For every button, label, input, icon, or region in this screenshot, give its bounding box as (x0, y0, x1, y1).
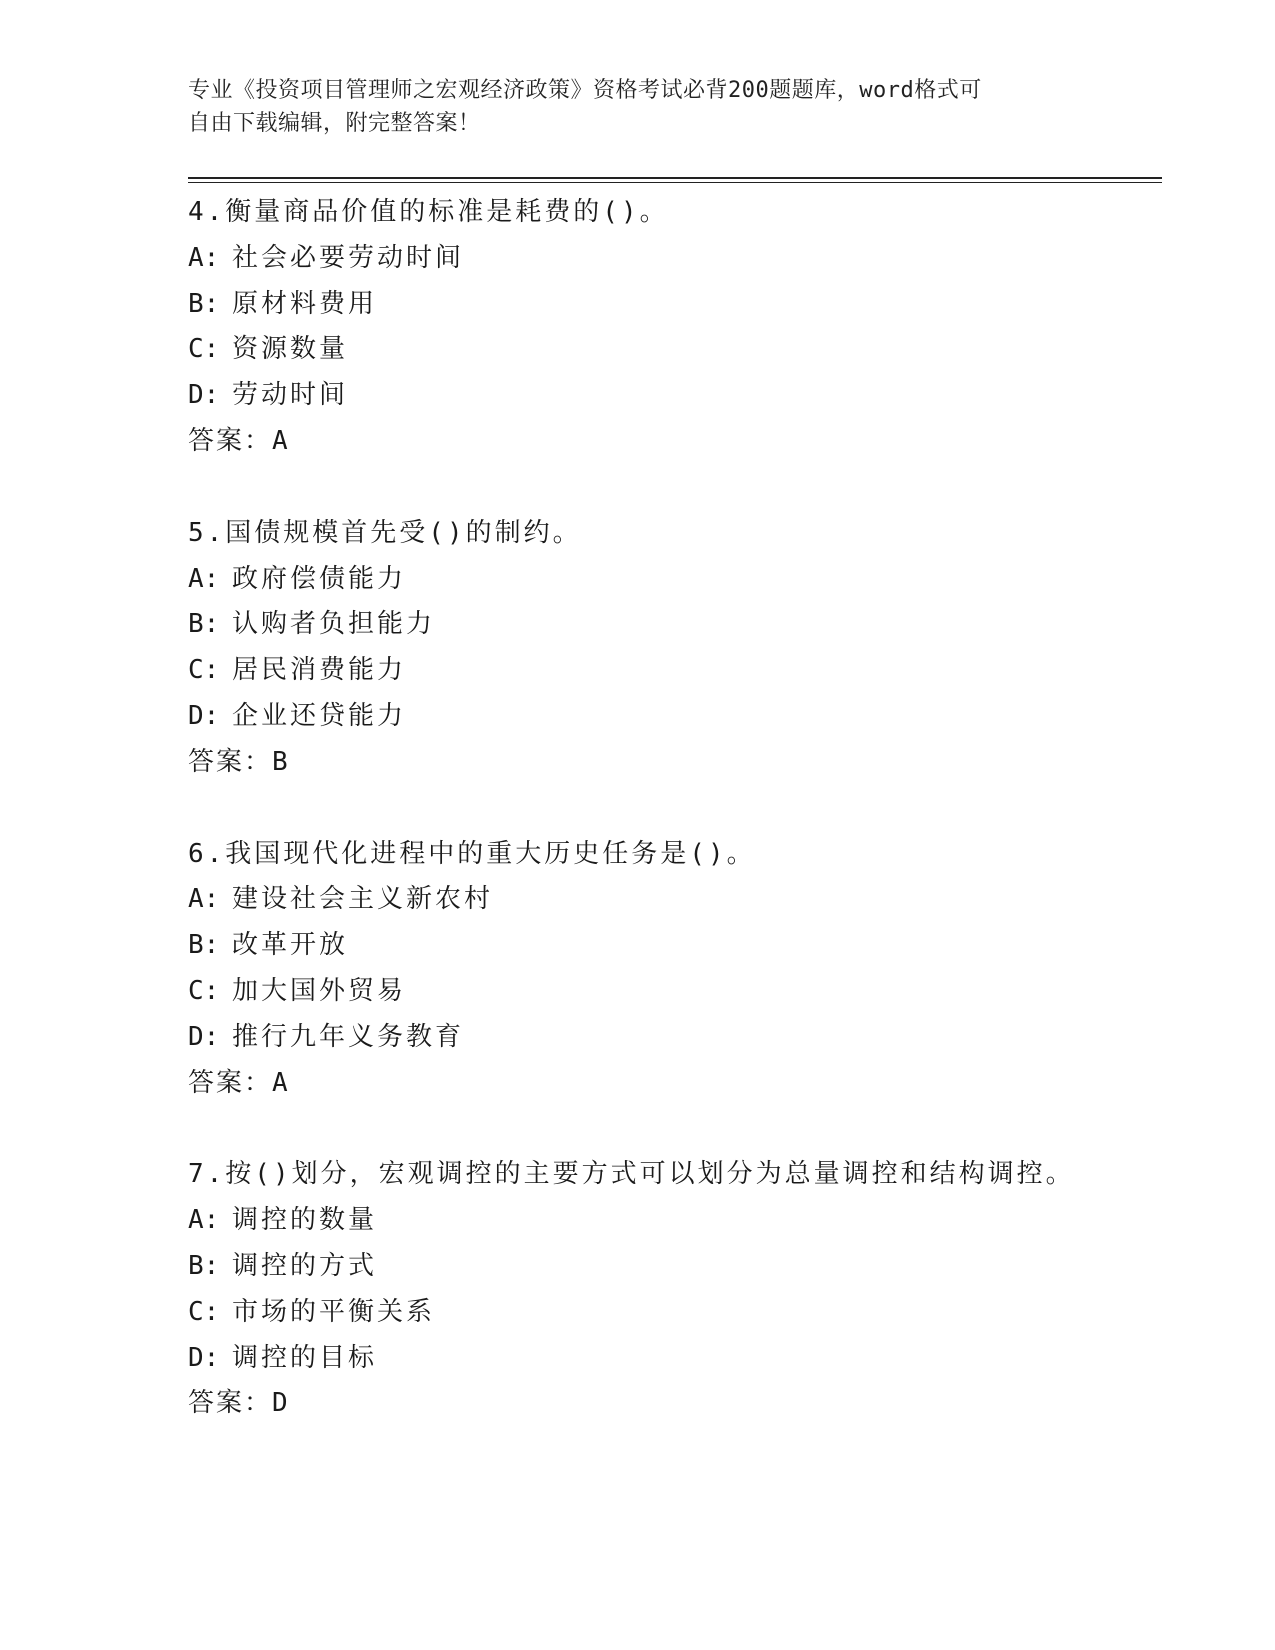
answer-value: D (272, 1388, 290, 1419)
option-c (188, 327, 1148, 373)
question-item (188, 832, 1148, 1107)
option-key: B: (188, 1250, 220, 1281)
answer-value: B (272, 746, 290, 777)
option-text: 建设社会主义新农村 (232, 884, 494, 915)
option-a (188, 236, 1148, 282)
question-stem: 7.按()划分，宏观调控的主要方式可以划分为总量调控和结构调控。 (188, 1159, 1075, 1190)
option-key: A: (188, 884, 220, 915)
option-key: B: (188, 288, 220, 319)
option-d (188, 694, 1148, 740)
document-header (188, 74, 1088, 140)
answer-label: 答案： (188, 1388, 273, 1419)
option-text: 企业还贷能力 (232, 700, 407, 731)
option-a (188, 557, 1148, 603)
option-b (188, 923, 1148, 969)
option-text: 调控的数量 (232, 1205, 378, 1236)
header-line-1: 专业《投资项目管理师之宏观经济政策》资格考试必背200题题库，word格式可 (188, 78, 982, 103)
option-key: B: (188, 930, 220, 961)
question-stem: 6.我国现代化进程中的重大历史任务是()。 (188, 838, 756, 869)
option-key: C: (188, 655, 220, 686)
answer-line (188, 1061, 1148, 1107)
question-stem: 5.国债规模首先受()的制约。 (188, 517, 582, 548)
option-text: 认购者负担能力 (232, 609, 436, 640)
option-c (188, 969, 1148, 1015)
option-text: 加大国外贸易 (232, 975, 407, 1006)
option-key: D: (188, 380, 220, 411)
option-d (188, 1015, 1148, 1061)
answer-line (188, 740, 1148, 786)
option-d (188, 373, 1148, 419)
option-text: 社会必要劳动时间 (232, 242, 465, 273)
question-item (188, 1152, 1148, 1427)
option-text: 政府偿债能力 (232, 563, 407, 594)
answer-label: 答案： (188, 746, 273, 777)
option-key: D: (188, 1021, 220, 1052)
question-list (188, 190, 1148, 1473)
option-b (188, 282, 1148, 328)
option-a (188, 877, 1148, 923)
header-line-2: 自由下载编辑，附完整答案！ (188, 111, 481, 136)
question-stem: 4.衡量商品价值的标准是耗费的()。 (188, 197, 669, 227)
answer-value: A (272, 1067, 290, 1098)
answer-label: 答案： (188, 425, 273, 456)
answer-line (188, 419, 1148, 465)
option-key: A: (188, 1205, 220, 1236)
header-divider (188, 177, 1162, 179)
option-key: D: (188, 700, 220, 731)
option-text: 推行九年义务教育 (232, 1021, 465, 1052)
option-text: 调控的方式 (232, 1250, 378, 1281)
option-d (188, 1336, 1148, 1382)
option-text: 居民消费能力 (232, 655, 407, 686)
option-text: 原材料费用 (232, 288, 378, 319)
option-text: 资源数量 (232, 334, 349, 365)
header-divider-thin (188, 182, 1162, 183)
answer-label: 答案： (188, 1067, 273, 1098)
option-key: A: (188, 563, 220, 594)
option-text: 调控的目标 (232, 1342, 378, 1373)
option-key: C: (188, 975, 220, 1006)
option-c (188, 648, 1148, 694)
answer-line (188, 1381, 1148, 1427)
option-key: A: (188, 242, 220, 273)
option-text: 劳动时间 (232, 380, 349, 411)
option-key: C: (188, 334, 220, 365)
answer-value: A (272, 425, 290, 456)
option-a (188, 1198, 1148, 1244)
option-key: D: (188, 1342, 220, 1373)
option-b (188, 1244, 1148, 1290)
question-item (188, 511, 1148, 786)
option-b (188, 602, 1148, 648)
option-c (188, 1290, 1148, 1336)
option-key: C: (188, 1296, 220, 1327)
option-text: 市场的平衡关系 (232, 1296, 436, 1327)
option-key: B: (188, 609, 220, 640)
question-item (188, 190, 1148, 465)
option-text: 改革开放 (232, 930, 349, 961)
